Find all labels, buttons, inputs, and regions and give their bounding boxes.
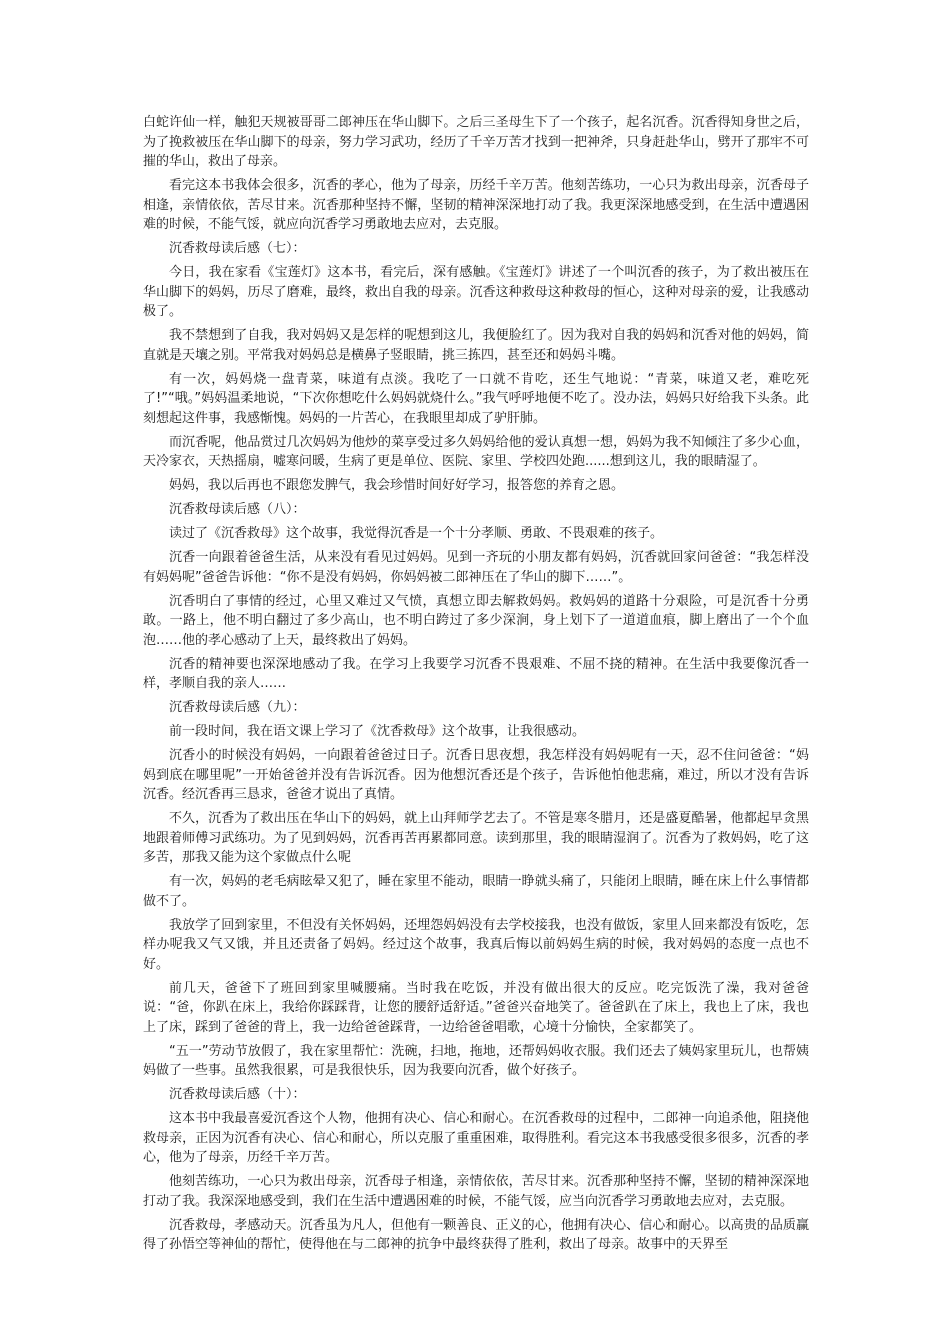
paragraph: 不久，沉香为了救出压在华山下的妈妈，就上山拜师学艺去了。不管是寒冬腊月，还是盛夏酷暑，他都起早贪黑地跟着师傅习武练功。为了见到妈妈，沉香再苦再累都同意。读到那里，我的眼睛湿润了。沉香为了救妈妈，吃了这多苦，那我又能为这个家做点什么呢 bbox=[143, 811, 809, 865]
paragraph: 沉香一向跟着爸爸生活，从来没有看见过妈妈。见到一齐玩的小朋友都有妈妈，沉香就回家问爸爸：“我怎样没有妈妈呢”爸爸告诉他：“你不是没有妈妈，你妈妈被二郎神压在了华山的脚下……”。 bbox=[143, 550, 809, 585]
paragraph: 他刻苦练功，一心只为救出母亲，沉香母子相逢，亲情依依，苦尽甘来。沉香那种坚持不懈，坚韧的精神深深地打动了我。我深深地感受到，我们在生活中遭遇困难的时候，不能气馁，应当向沉香学习勇敢地去应对，去克服。 bbox=[143, 1174, 809, 1209]
paragraph: 看完这本书我体会很多，沉香的孝心，他为了母亲，历经千辛万苦。他刻苦练功，一心只为救出母亲，沉香母子相逢，亲情依依，苦尽甘来。沉香那种坚持不懈，坚韧的精神深深地打动了我。我更深深地感受到，在生活中遭遇困难的时候，不能气馁，就应向沉香学习勇敢地去应对，去克服。 bbox=[143, 178, 809, 232]
paragraph: 沉香救母，孝感动天。沉香虽为凡人，但他有一颗善良、正义的心，他拥有决心、信心和耐心。以高贵的品质赢得了孙悟空等神仙的帮忙，使得他在与二郎神的抗争中最终获得了胜利，救出了母亲。故事中的天界至 bbox=[143, 1217, 809, 1252]
paragraph: 前一段时间，我在语文课上学习了《沈香救母》这个故事，让我很感动。 bbox=[169, 724, 586, 739]
section-heading: 沉香救母读后感（八）： bbox=[169, 502, 306, 517]
paragraph: 有一次，妈妈烧一盘青菜，味道有点淡。我吃了一口就不肯吃，还生气地说：“青菜，味道又老，难吃死了!”“哦。”妈妈温柔地说，“下次你想吃什么妈妈就烧什么。”我气呼呼地便不吃了。没办法，妈妈只好给我下头条。此刻想起这件事，我感惭愧。妈妈的一片苦心，在我眼里却成了驴肝肺。 bbox=[143, 371, 809, 426]
paragraph: 妈妈，我以后再也不跟您发脾气，我会珍惜时间好好学习，报答您的养育之恩。 bbox=[169, 478, 625, 493]
paragraph: 这本书中我最喜爱沉香这个人物，他拥有决心、信心和耐心。在沉香救母的过程中，二郎神一向追杀他，阻挠他救母亲，正因为沉香有决心、信心和耐心，所以克服了重重困难，取得胜利。看完这本书我感受很多很多，沉香的孝心，他为了母亲，历经千辛万苦。 bbox=[143, 1111, 809, 1165]
paragraph: 沉香明白了事情的经过，心里又难过又气愤，真想立即去解救妈妈。救妈妈的道路十分艰险，可是沉香十分勇敢。一路上，他不明白翻过了多少高山，也不明白跨过了多少深涧，身上划下了一道道血痕，脚上磨出了一个个血泡……他的孝心感动了上天，最终救出了妈妈。 bbox=[143, 593, 809, 648]
paragraph: 沉香小的时候没有妈妈，一向跟着爸爸过日子。沉香日思夜想，我怎样没有妈妈呢有一天，忍不住问爸爸：“妈妈到底在哪里呢”一开始爸爸并没有告诉沉香。因为他想沉香还是个孩子，告诉他怕他悲痛，难过，所以才没有告诉沉香。经沉香再三恳求，爸爸才说出了真情。 bbox=[143, 748, 809, 802]
paragraph: “五一”劳动节放假了，我在家里帮忙：洗碗，扫地，拖地，还帮妈妈收衣服。我们还去了姨妈家里玩儿，也帮姨妈做了一些事。虽然我很累，可是我很快乐，因为我要向沉香，做个好孩子。 bbox=[143, 1043, 809, 1078]
paragraph: 我不禁想到了自我，我对妈妈又是怎样的呢想到这儿，我便脸红了。因为我对自我的妈妈和沉香对他的妈妈，简直就是天壤之别。平常我对妈妈总是横鼻子竖眼睛，挑三拣四，甚至还和妈妈斗嘴。 bbox=[143, 328, 809, 363]
paragraph: 有一次，妈妈的老毛病眩晕又犯了，睡在家里不能动，眼睛一睁就头痛了，只能闭上眼睛，睡在床上什么事情都做不了。 bbox=[143, 874, 809, 909]
paragraph: 今日，我在家看《宝莲灯》这本书，看完后，深有感触。《宝莲灯》讲述了一个叫沉香的孩子，为了救出被压在华山脚下的妈妈，历尽了磨难，最终，救出自我的母亲。沉香这种救母这种救母的恒心，这种对母亲的爱，让我感动极了。 bbox=[143, 265, 809, 319]
paragraph: 白蛇许仙一样，触犯天规被哥哥二郎神压在华山脚下。之后三圣母生下了一个孩子，起名沉香。沉香得知身世之后，为了挽救被压在华山脚下的母亲，努力学习武功，经历了千辛万苦才找到一把神斧，只身赶赴华山，劈开了那牢不可摧的华山，救出了母亲。 bbox=[143, 115, 809, 169]
paragraph: 我放学了回到家里，不但没有关怀妈妈，还埋怨妈妈没有去学校接我，也没有做饭，家里人回来都没有饭吃，怎样办呢我又气又饿，并且还责备了妈妈。经过这个故事，我真后悔以前妈妈生病的时候，我对妈妈的态度一点也不好。 bbox=[143, 917, 809, 972]
paragraph: 前几天，爸爸下了班回到家里喊腰痛。当时我在吃饭，并没有做出很大的反应。吃完饭洗了澡，我对爸爸说：“爸，你趴在床上，我给你踩踩背，让您的腰舒适舒适。”爸爸兴奋地笑了。爸爸趴在了床上，我也上了床，我也上了床，踩到了爸爸的背上，我一边给爸爸踩背，一边给爸爸唱歌，心境十分愉快，全家都笑了。 bbox=[143, 980, 809, 1035]
paragraph: 而沉香呢，他品赏过几次妈妈为他炒的菜享受过多久妈妈给他的爱认真想一想，妈妈为我不知倾注了多少心血，天冷家衣，天热摇扇，嘘寒问暖，生病了更是单位、医院、家里、学校四处跑......想到这儿，我的眼睛湿了。 bbox=[143, 434, 809, 469]
section-heading: 沉香救母读后感（九）： bbox=[169, 700, 306, 715]
paragraph: 读过了《沉香救母》这个故事，我觉得沉香是一个十分孝顺、勇敢、不畏艰难的孩子。 bbox=[169, 526, 664, 541]
paragraph: 沉香的精神要也深深地感动了我。在学习上我要学习沉香不畏艰难、不屈不挠的精神。在生活中我要像沉香一样，孝顺自我的亲人…… bbox=[143, 656, 809, 691]
section-heading: 沉香救母读后感（十）： bbox=[169, 1087, 306, 1102]
document-body bbox=[143, 113, 809, 1259]
section-heading: 沉香救母读后感（七）： bbox=[169, 241, 306, 256]
